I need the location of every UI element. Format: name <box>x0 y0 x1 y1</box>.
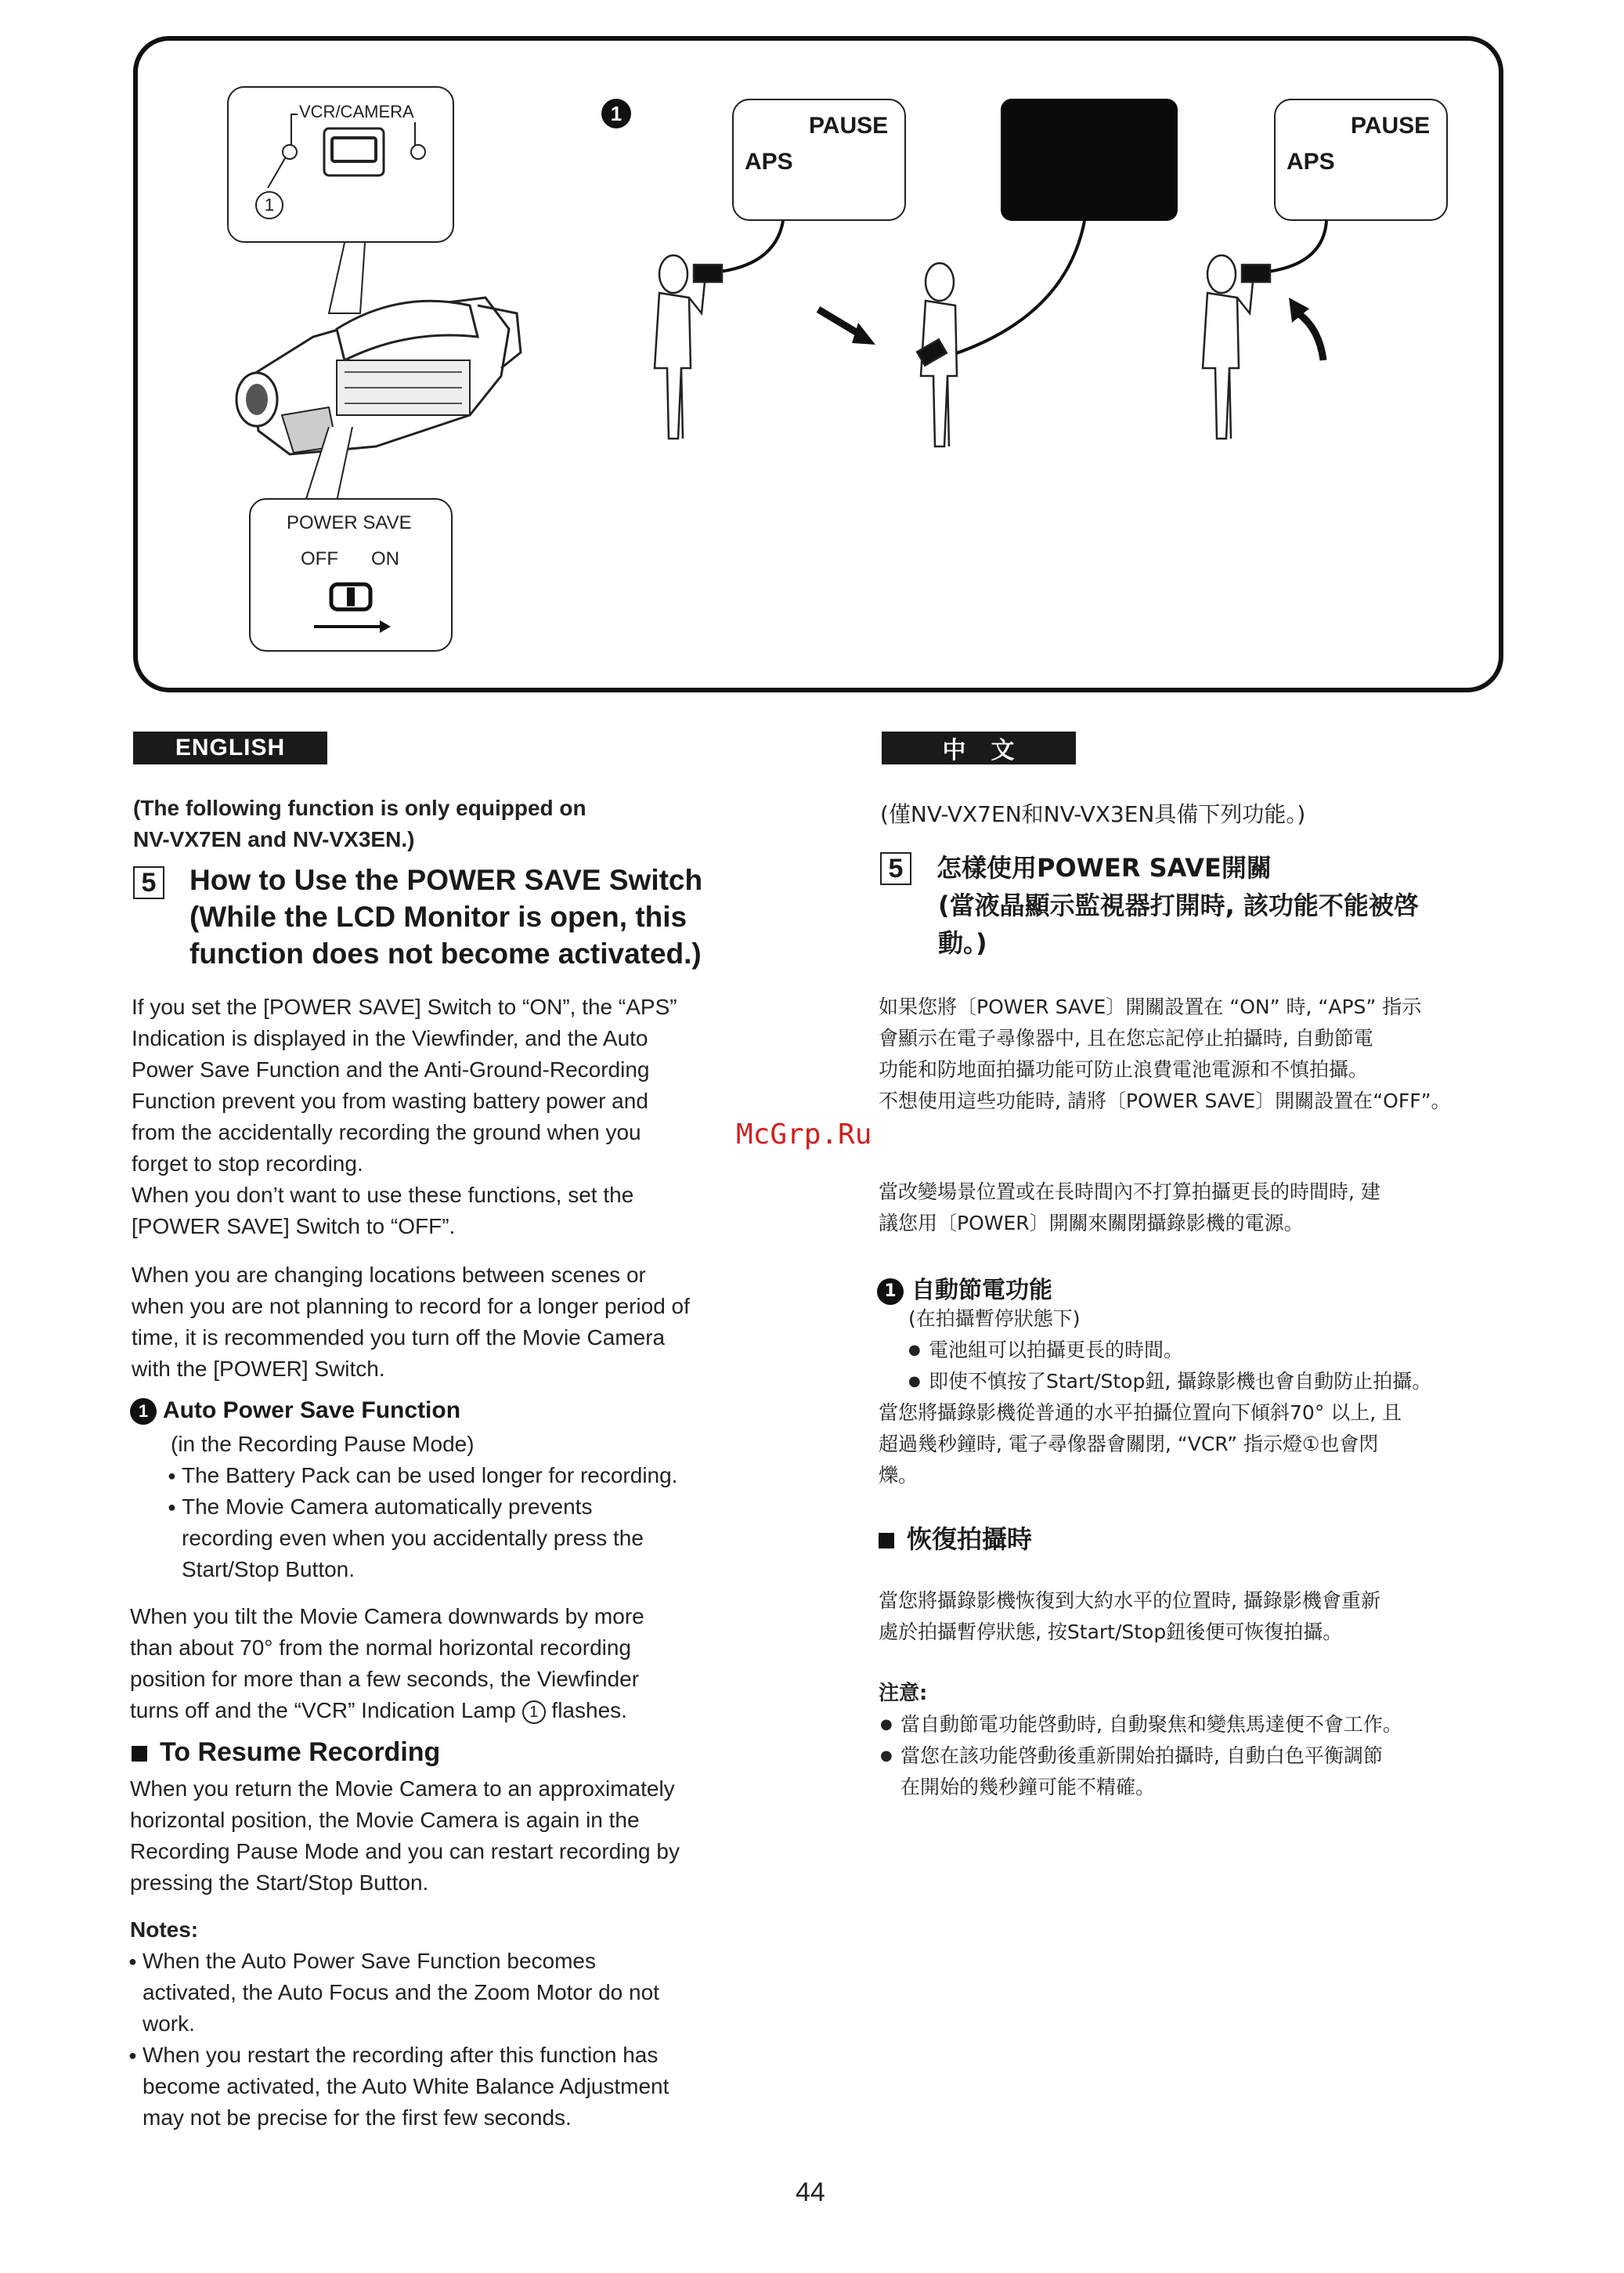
english-p1-line: Power Save Function and the Anti-Ground-Recording <box>132 1057 650 1082</box>
chinese-resume-line: 當您將攝錄影機恢復到大約水平的位置時, 攝錄影機會重新 <box>879 1589 1380 1612</box>
chinese-resume-paragraph <box>879 1585 1521 1648</box>
screen-1-aps-text: APS <box>745 149 793 175</box>
english-aps-bullet-1: ● The Battery Pack can be used longer for recording. <box>168 1460 797 1491</box>
english-tilt-line: position for more than a few seconds, the Viewfinder <box>130 1667 640 1691</box>
page-number: 44 <box>796 2177 825 2207</box>
english-p1-line: Function prevent you from wasting battery power and <box>132 1089 648 1113</box>
english-resume-heading <box>132 1737 440 1768</box>
english-resume-line: horizontal position, the Movie Camera is again in the <box>130 1808 640 1832</box>
english-p1-line: forget to stop recording. <box>132 1151 363 1176</box>
figure-step-marker: 1 <box>601 99 631 128</box>
english-note-1-cont: activated, the Auto Focus and the Zoom Motor do not <box>143 1980 659 2004</box>
english-aps-mode: (in the Recording Pause Mode) <box>171 1432 475 1456</box>
english-p1-line: When you don’t want to use these functions, set the <box>132 1183 634 1207</box>
english-resume-title: To Resume Recording <box>160 1737 441 1767</box>
english-title-line-1: How to Use the POWER SAVE Switch <box>189 864 703 896</box>
english-tilt-paragraph <box>130 1601 803 1726</box>
chinese-intro: (僅NV-VX7EN和NV-VX3EN具備下列功能。) <box>880 801 1306 827</box>
chinese-paragraph-1 <box>879 992 1521 1117</box>
chinese-p2-line: 當改變場景位置或在長時間內不打算拍攝更長的時間時, 建 <box>879 1180 1380 1203</box>
english-title-line-2: (While the LCD Monitor is open, this <box>189 901 687 933</box>
english-p1-line: If you set the [POWER SAVE] Switch to “ON”, the “APS” <box>132 995 677 1019</box>
chinese-tilt-line: 爍。 <box>879 1464 918 1487</box>
power-save-slider-switch[interactable] <box>309 580 395 642</box>
chinese-title-line-1: 怎樣使用POWER SAVE開關 <box>937 853 1272 883</box>
english-p2-line: when you are not planning to record for a longer period of <box>132 1294 690 1318</box>
english-aps-title: Auto Power Save Function <box>163 1397 461 1423</box>
screen-3-pause-text: PAUSE <box>1351 113 1431 139</box>
chinese-p1-line: 不想使用這些功能時, 請將〔POWER SAVE〕開關設置在“OFF”。 <box>879 1090 1451 1112</box>
chinese-aps-mode: (在拍攝暫停狀態下) <box>908 1307 1081 1330</box>
english-p2-line: time, it is recommended you turn off the Movie Camera <box>132 1325 666 1350</box>
english-resume-line: pressing the Start/Stop Button. <box>130 1870 429 1895</box>
chinese-aps-number: 1 <box>877 1278 904 1305</box>
chinese-note-2: ● 當您在該功能啓動後重新開始拍攝時, 自動白色平衡調節 <box>880 1740 1522 1772</box>
english-p1-line: from the accidentally recording the ground when you <box>132 1120 641 1144</box>
chinese-aps-bullet-1: ● 電池組可以拍攝更長的時間。 <box>908 1335 1519 1366</box>
english-p2-line: When you are changing locations between scenes or <box>132 1263 646 1287</box>
english-note-1: ● When the Auto Power Save Function becomes <box>128 1946 802 1977</box>
power-save-off-label: OFF <box>301 548 338 569</box>
chinese-p1-line: 如果您將〔POWER SAVE〕開關設置在 “ON” 時, “APS” 指示 <box>879 996 1422 1018</box>
chinese-aps-bullet-2: ● 即使不慎按了Start/Stop鈕, 攝錄影機也會自動防止拍攝。 <box>908 1366 1519 1397</box>
person-recording-level <box>655 255 722 439</box>
chinese-note-2-cont: 在開始的幾秒鐘可能不精確。 <box>900 1776 1156 1798</box>
power-save-pointer <box>251 427 360 505</box>
english-section-title <box>189 862 702 972</box>
chinese-p1-line: 會顯示在電子尋像器中, 且在您忘記停止拍攝時, 自動節電 <box>879 1027 1373 1050</box>
english-notes <box>128 1946 802 2134</box>
chinese-tilt-line: 當您將攝錄影機從普通的水平拍攝位置向下傾斜70° 以上, 且 <box>879 1401 1402 1424</box>
english-intro <box>133 793 586 855</box>
viewfinder-screen-off <box>1001 99 1178 221</box>
chinese-note-1: ● 當自動節電功能啓動時, 自動聚焦和變焦馬達便不會工作。 <box>880 1709 1522 1740</box>
chinese-notes <box>880 1709 1522 1803</box>
english-tilt-line: When you tilt the Movie Camera downwards by more <box>130 1604 644 1628</box>
watermark: McGrp.Ru <box>736 1118 872 1151</box>
chinese-resume-heading <box>879 1520 1032 1556</box>
chinese-p2-line: 議您用〔POWER〕開關來關閉攝錄影機的電源。 <box>879 1212 1304 1234</box>
chinese-paragraph-2 <box>879 1176 1521 1239</box>
english-note-2-cont: become activated, the Auto White Balance Adjustment <box>143 2074 669 2098</box>
chinese-resume-title: 恢復拍攝時 <box>907 1524 1033 1554</box>
english-title-line-3: function does not become activated.) <box>189 938 702 970</box>
english-p1-line: [POWER SAVE] Switch to “OFF”. <box>132 1214 456 1238</box>
chinese-title-line-2: (當液晶顯示監視器打開時, 該功能不能被啓 <box>938 891 1419 920</box>
chinese-section-title <box>937 849 1419 962</box>
chinese-p1-line: 功能和防地面拍攝功能可防止浪費電池電源和不慎拍攝。 <box>879 1058 1369 1081</box>
english-step-number: 5 <box>133 866 164 899</box>
power-save-label: POWER SAVE <box>287 512 412 533</box>
english-paragraph-1 <box>132 992 805 1242</box>
english-tilt-line: than about 70° from the normal horizontal recording <box>130 1635 632 1660</box>
vcr-camera-label: VCR/CAMERA <box>299 102 414 121</box>
english-aps-bullet-2-cont: recording even when you accidentally press the <box>182 1526 644 1550</box>
english-aps-body <box>171 1429 797 1585</box>
screen-1-pause-text: PAUSE <box>809 113 889 139</box>
chinese-notes-title: 注意: <box>879 1682 928 1705</box>
english-aps-heading <box>130 1397 460 1425</box>
square-bullet-icon <box>132 1746 147 1762</box>
english-aps-bullet-2-cont: Start/Stop Button. <box>182 1557 355 1581</box>
tilt-sequence-drawing <box>626 211 1503 454</box>
power-save-on-label: ON <box>371 548 399 569</box>
chinese-aps-title: 自動節電功能 <box>911 1277 1052 1304</box>
square-bullet-icon <box>879 1533 894 1548</box>
screen-3-aps-text: APS <box>1287 149 1335 175</box>
english-aps-number: 1 <box>130 1398 157 1425</box>
vcr-lamp-number-icon: 1 <box>522 1700 546 1724</box>
english-note-2: ● When you restart the recording after this function has <box>128 2040 802 2071</box>
english-resume-paragraph <box>130 1773 803 1899</box>
chinese-step-number: 5 <box>880 852 911 885</box>
chinese-tilt-paragraph <box>879 1397 1521 1491</box>
english-resume-line: Recording Pause Mode and you can restart recording by <box>130 1839 680 1863</box>
english-note-1-cont: work. <box>143 2011 195 2036</box>
english-resume-line: When you return the Movie Camera to an approximately <box>130 1776 675 1801</box>
english-paragraph-2 <box>132 1259 805 1385</box>
english-aps-bullet-2: ● The Movie Camera automatically prevents <box>168 1491 797 1523</box>
english-intro-line-1: (The following function is only equipped on <box>133 796 586 820</box>
person-returning-camera-level <box>1203 255 1270 439</box>
lamp-number-callout: 1 <box>255 191 283 219</box>
english-notes-title: Notes: <box>130 1917 199 1942</box>
person-tilting-camera-down <box>917 263 957 446</box>
chinese-title-line-3: 動。) <box>938 928 987 958</box>
english-p2-line: with the [POWER] Switch. <box>132 1357 385 1381</box>
english-tilt-line: turns off and the “VCR” Indication Lamp 1 flashes. <box>130 1698 627 1722</box>
chinese-aps-heading <box>877 1270 1052 1305</box>
english-section-header: ENGLISH <box>133 732 327 764</box>
chinese-aps-body <box>908 1303 1519 1397</box>
english-intro-line-2: NV-VX7EN and NV-VX3EN.) <box>133 827 415 851</box>
english-p1-line: Indication is displayed in the Viewfinder, and the Auto <box>132 1026 648 1050</box>
chinese-resume-line: 處於拍攝暫停狀態, 按Start/Stop鈕後便可恢復拍攝。 <box>879 1621 1343 1643</box>
chinese-tilt-line: 超過幾秒鐘時, 電子尋像器會關閉, “VCR” 指示燈①也會閃 <box>879 1433 1379 1455</box>
chinese-section-header: 中 文 <box>882 732 1076 764</box>
english-note-2-cont: may not be precise for the first few seconds. <box>143 2105 572 2130</box>
